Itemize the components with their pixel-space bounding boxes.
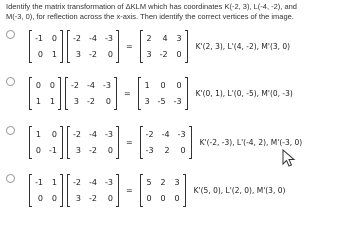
matrix-cell: 2 xyxy=(160,177,166,187)
answer-option-3[interactable] xyxy=(6,120,356,164)
vertex-matrix xyxy=(65,78,117,109)
matrix-cell: 0 xyxy=(35,80,41,90)
matrix-cell: 3 xyxy=(75,145,81,155)
answer-option-4[interactable] xyxy=(6,168,356,212)
matrix-cell: 1 xyxy=(35,129,41,139)
matrix-cell: -1 xyxy=(35,33,43,43)
matrix-cell: 0 xyxy=(180,145,186,155)
radio-button[interactable] xyxy=(6,126,15,135)
matrix-cell: -3 xyxy=(177,129,186,139)
matrix-cell: 1 xyxy=(144,80,150,90)
matrix-cell: -2 xyxy=(72,33,81,43)
question-line-1: Identify the matrix transformation of ΔKLM which has coordinates K(-2, 3), L(-4, -2), and xyxy=(6,2,297,11)
matrix-cell: 0 xyxy=(176,49,182,59)
matrix-cell: -2 xyxy=(145,129,154,139)
matrix-cell: 0 xyxy=(35,145,41,155)
matrix-cell: -4 xyxy=(86,80,95,90)
matrix-equation xyxy=(27,78,293,109)
matrix-cell: -1 xyxy=(49,145,57,155)
matrix-cell: -4 xyxy=(88,177,97,187)
result-matrix xyxy=(140,31,188,62)
matrix-cell: -3 xyxy=(104,129,113,139)
matrix-cell: 0 xyxy=(51,129,57,139)
matrix-cell: 3 xyxy=(174,177,180,187)
answer-option-2[interactable] xyxy=(6,71,356,115)
matrix-equation xyxy=(27,31,290,62)
matrix-equation xyxy=(27,127,302,158)
equals-sign: = xyxy=(123,88,131,98)
transformation-matrix xyxy=(29,31,63,62)
matrix-cell: 0 xyxy=(107,145,113,155)
matrix-cell: 0 xyxy=(174,193,180,203)
matrix-cell: -3 xyxy=(102,80,111,90)
matrix-cell: 1 xyxy=(51,49,57,59)
matrix-cell: -2 xyxy=(88,193,97,203)
equals-sign: = xyxy=(125,137,133,147)
matrix-cell: -2 xyxy=(159,49,168,59)
matrix-cell: 1 xyxy=(49,96,55,106)
question-text xyxy=(6,2,356,22)
vertex-matrix xyxy=(67,175,119,206)
matrix-cell: 0 xyxy=(176,80,182,90)
matrix-cell: 1 xyxy=(51,177,57,187)
result-matrix xyxy=(138,78,188,109)
vertex-matrix xyxy=(67,31,119,62)
image-vertices-text: K'(5, 0), L'(2, 0), M'(3, 0) xyxy=(193,185,286,195)
image-vertices-text: K'(2, 3), L'(4, -2), M'(3, 0) xyxy=(195,41,291,51)
matrix-cell: 2 xyxy=(164,145,170,155)
matrix-cell: 3 xyxy=(146,49,152,59)
equals-sign: = xyxy=(125,41,133,51)
matrix-cell: -2 xyxy=(88,49,97,59)
vertex-matrix xyxy=(67,127,119,158)
matrix-cell: 0 xyxy=(160,80,166,90)
matrix-cell: 3 xyxy=(75,49,81,59)
matrix-cell: 3 xyxy=(75,193,81,203)
image-vertices-text: K'(0, 1), L'(0, -5), M'(0, -3) xyxy=(195,88,293,98)
arrow-cursor-icon xyxy=(282,149,296,167)
equals-sign: = xyxy=(125,185,133,195)
radio-button[interactable] xyxy=(6,30,15,39)
matrix-cell: 5 xyxy=(146,177,152,187)
matrix-cell: 0 xyxy=(160,193,166,203)
matrix-cell: -3 xyxy=(173,96,182,106)
matrix-cell: 3 xyxy=(176,33,182,43)
matrix-cell: 0 xyxy=(107,193,113,203)
matrix-cell: -1 xyxy=(35,177,43,187)
matrix-cell: 4 xyxy=(162,33,168,43)
matrix-cell: 2 xyxy=(146,33,152,43)
matrix-cell: -2 xyxy=(72,177,81,187)
matrix-cell: -2 xyxy=(88,145,97,155)
matrix-equation xyxy=(27,175,285,206)
matrix-cell: 0 xyxy=(37,49,43,59)
matrix-cell: 0 xyxy=(51,193,57,203)
matrix-cell: -5 xyxy=(157,96,166,106)
matrix-cell: -3 xyxy=(104,177,113,187)
matrix-cell: -3 xyxy=(104,33,113,43)
transformation-matrix xyxy=(29,78,61,109)
matrix-cell: 0 xyxy=(146,193,152,203)
matrix-cell: -4 xyxy=(88,33,97,43)
transformation-matrix xyxy=(29,127,63,158)
matrix-cell: 0 xyxy=(51,33,57,43)
transformation-matrix xyxy=(29,175,63,206)
result-matrix xyxy=(140,127,192,158)
matrix-cell: 0 xyxy=(37,193,43,203)
matrix-cell: -4 xyxy=(88,129,97,139)
radio-button[interactable] xyxy=(6,77,15,86)
matrix-cell: -2 xyxy=(86,96,95,106)
image-vertices-text: K'(-2, -3), L'(-4, 2), M'(-3, 0) xyxy=(199,137,303,147)
matrix-cell: 0 xyxy=(49,80,55,90)
matrix-cell: 0 xyxy=(105,96,111,106)
matrix-cell: 1 xyxy=(35,96,41,106)
question-line-2: M(-3, 0), for reflection across the x-axis. Then identify the correct vertices of the image. xyxy=(6,12,294,21)
matrix-cell: 0 xyxy=(107,49,113,59)
radio-button[interactable] xyxy=(6,174,15,183)
matrix-cell: -2 xyxy=(72,129,81,139)
answer-option-1[interactable] xyxy=(6,24,356,68)
matrix-cell: 3 xyxy=(144,96,150,106)
matrix-cell: -4 xyxy=(161,129,170,139)
matrix-cell: -2 xyxy=(71,80,79,90)
result-matrix xyxy=(140,175,186,206)
matrix-cell: 3 xyxy=(73,96,79,106)
matrix-cell: -3 xyxy=(145,145,154,155)
